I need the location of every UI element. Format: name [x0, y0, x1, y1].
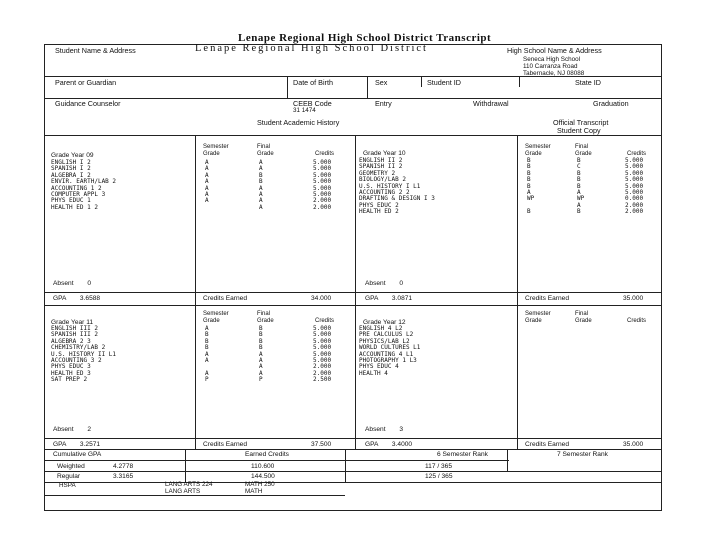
official-label: Official Transcript [553, 118, 609, 127]
course-name: GEOMETRY 2 [359, 169, 396, 177]
sem-grade [205, 205, 209, 211]
credit-value: 2.000 [313, 369, 332, 377]
year-10-sem [527, 158, 534, 216]
sem-grade: A [205, 178, 209, 186]
absent-label: Absent [53, 280, 74, 287]
course-name: ACCOUNTING 4 L1 [359, 350, 414, 358]
sem-grade: A [205, 171, 209, 179]
year-12-label: Grade Year 12 [363, 319, 406, 326]
credit-value: 5.000 [313, 356, 332, 364]
course-name: ENGLISH III 2 [51, 325, 98, 332]
final-grade: A [259, 190, 263, 198]
sem-grade: A [205, 350, 209, 358]
hspa-lang-arts-1: LANG ARTS 224 [165, 481, 213, 488]
sem-grade: A [205, 190, 209, 198]
credits-header: Credits [315, 318, 335, 324]
year-10-final [577, 158, 584, 216]
final-grade: A [259, 203, 263, 211]
course-name: ALGEBRA 2 3 [51, 337, 91, 345]
year-09-absent: 0 [87, 280, 92, 287]
year-09-final [259, 160, 263, 211]
sem-grade: WP [527, 195, 535, 203]
year-12-absent: 3 [399, 426, 404, 433]
sem-grade: P [205, 376, 209, 384]
final-grade: A [259, 197, 263, 205]
sem-grade: B [527, 176, 531, 184]
sem-grade: A [205, 184, 209, 192]
course-name: ENGLISH II 2 [359, 157, 403, 164]
entry-label: Entry [375, 99, 392, 108]
year-11-sem [205, 326, 209, 384]
credit-value: 5.000 [313, 159, 332, 166]
history-label: Student Academic History [257, 118, 340, 127]
regular-gpa: 3.3165 [113, 473, 134, 480]
year-11-courses [51, 326, 116, 384]
course-name: PHYS EDUC 3 [51, 363, 91, 371]
page-title: Lenape Regional High School District Transcript [238, 32, 492, 44]
sem-grade: A [205, 325, 209, 332]
sem-grade: B [527, 163, 531, 171]
gpa-label: GPA [365, 441, 379, 448]
sixth-semester-rank-label: 6 Semester Rank [437, 451, 488, 458]
credit-value: 5.000 [313, 165, 332, 173]
course-name: U.S. HISTORY II L1 [51, 350, 117, 358]
credit-value: 5.000 [625, 157, 644, 164]
sem-grade: A [205, 159, 209, 166]
year-12-courses [359, 326, 420, 377]
graduation-label: Graduation [593, 99, 629, 108]
year-10-gpa: 3.0871 [391, 295, 413, 302]
regular-label: Regular [57, 473, 81, 480]
credit-value: 5.000 [313, 171, 332, 179]
final-grade: A [259, 369, 263, 377]
year-12-credits-earned: 35.000 [623, 441, 644, 448]
ceeb-label: CEEB Code [293, 99, 332, 108]
final-grade: B [259, 178, 263, 186]
gpa-label: GPA [53, 295, 67, 302]
semester-header: Semester [525, 144, 551, 150]
credits-header: Credits [627, 318, 647, 324]
course-name: HEALTH ED 3 [51, 369, 91, 377]
sem-grade: B [205, 331, 209, 339]
year-09-credits-earned: 34.000 [311, 295, 332, 302]
school-street: 110 Carranza Road [523, 63, 578, 70]
semester-header: Semester [525, 311, 551, 317]
weighted-credits: 110.600 [251, 463, 275, 470]
hspa-math-2: MATH [245, 488, 263, 495]
sem-grade: A [205, 369, 209, 377]
sem-grade: A [205, 165, 209, 173]
sem-grade: B [527, 182, 531, 190]
credit-value: 2.000 [313, 203, 332, 211]
final-grade: B [259, 171, 263, 179]
semester-grade-header: Grade [525, 150, 542, 157]
credits-earned-label: Credits Earned [203, 295, 247, 302]
withdrawal-label: Withdrawal [473, 99, 509, 108]
semester-header: Semester [203, 144, 229, 150]
absent-label: Absent [365, 280, 386, 287]
course-name: PRE CALCULUS L2 [359, 331, 414, 339]
credit-value: 5.000 [313, 350, 332, 358]
credits-earned-label: Credits Earned [525, 295, 569, 302]
credit-value: 5.000 [313, 337, 332, 345]
weighted-gpa: 4.2778 [113, 463, 134, 470]
credit-value: 5.000 [625, 182, 644, 190]
credit-value: 0.000 [625, 195, 644, 203]
final-grade: A [259, 363, 263, 371]
counselor-label: Guidance Counselor [55, 99, 121, 108]
credit-value: 5.000 [313, 184, 332, 192]
absent-label: Absent [53, 426, 74, 433]
course-name: PHYSICS/LAB L2 [359, 337, 410, 345]
final-grade: B [577, 182, 581, 190]
year-09-courses [51, 160, 116, 211]
year-10-courses [359, 158, 435, 216]
sem-grade: B [205, 344, 209, 352]
credit-value: 2.000 [313, 363, 332, 371]
final-header: Final [575, 144, 589, 150]
year-09-credits [313, 160, 331, 211]
final-grade: A [259, 159, 263, 166]
final-grade: B [259, 325, 263, 332]
credits-header: Credits [315, 151, 335, 157]
final-grade: B [577, 208, 581, 216]
final-grade: B [577, 157, 581, 164]
credit-value: 5.000 [313, 344, 332, 352]
year-09-gpa: 3.6588 [79, 295, 101, 302]
credit-value: 5.000 [625, 188, 644, 196]
final-header: Final [575, 311, 589, 317]
final-grade: A [577, 201, 581, 209]
transcript-sheet [44, 44, 662, 511]
gpa-label: GPA [365, 295, 379, 302]
credits-header: Credits [627, 151, 647, 157]
semester-grade-header: Grade [203, 150, 220, 157]
cumulative-gpa-label: Cumulative GPA [53, 451, 102, 458]
year-12-gpa: 3.4000 [391, 441, 413, 448]
final-grade: WP [577, 195, 585, 203]
course-name: ACCOUNTING 1 2 [51, 184, 102, 192]
final-grade: A [259, 165, 263, 173]
year-10-credits-earned: 35.000 [623, 295, 644, 302]
credit-value: 2.000 [313, 197, 332, 205]
semester-grade-header: Grade [525, 317, 542, 324]
year-09-sem [205, 160, 209, 211]
copy-label: Student Copy [557, 126, 601, 135]
credit-value: 5.000 [313, 190, 332, 198]
final-grade: A [259, 184, 263, 192]
final-grade: B [259, 344, 263, 352]
sem-grade: A [205, 197, 209, 205]
gpa-label: GPA [53, 441, 67, 448]
school-city: Tabernacle, NJ 08088 [523, 70, 585, 77]
credit-value: 2.000 [625, 201, 644, 209]
course-name: PHOTOGRAPHY 1 L3 [359, 356, 417, 364]
semester-header: Semester [203, 311, 229, 317]
credit-value: 5.000 [313, 331, 332, 339]
year-11-absent: 2 [87, 426, 92, 433]
credits-earned-label: Credits Earned [203, 441, 247, 448]
year-11-credits [313, 326, 331, 384]
sex-label: Sex [375, 78, 388, 87]
course-name: U.S. HISTORY I L1 [359, 182, 421, 190]
hspa-lang-arts-2: LANG ARTS [165, 488, 201, 495]
student-id-label: Student ID [427, 78, 461, 87]
course-name: SAT PREP 2 [51, 376, 88, 384]
year-10-absent: 0 [399, 280, 404, 287]
regular-credits: 144.500 [251, 473, 275, 480]
final-grade: B [577, 169, 581, 177]
school-name-label: High School Name & Address [507, 46, 602, 55]
final-grade: B [259, 331, 263, 339]
final-header: Final [257, 144, 271, 150]
course-name: COMPUTER APPL 3 [51, 190, 106, 198]
final-grade: B [259, 337, 263, 345]
credit-value: 5.000 [625, 163, 644, 171]
credit-value: 2.000 [625, 208, 644, 216]
final-grade-header: Grade [575, 317, 592, 324]
course-name: BIOLOGY/LAB 2 [359, 176, 406, 184]
year-10-credits [625, 158, 643, 216]
year-11-label: Grade Year 11 [51, 319, 94, 326]
final-grade-header: Grade [257, 150, 274, 157]
final-grade: B [577, 176, 581, 184]
course-name: DRAFTING & DESIGN I 3 [359, 195, 435, 203]
absent-label: Absent [365, 426, 386, 433]
course-name: PHYS EDUC 4 [359, 363, 399, 371]
hspa-label: HSPA [59, 482, 76, 489]
credit-value: 2.500 [313, 376, 332, 384]
course-name: WORLD CULTURES L1 [359, 344, 421, 352]
course-name: ACCOUNTING 2 2 [359, 188, 410, 196]
course-name: HEALTH 4 [359, 369, 388, 377]
parent-label: Parent or Guardian [55, 78, 117, 87]
final-grade: P [259, 376, 263, 384]
course-name: ACCOUNTING 3 2 [51, 356, 102, 364]
sem-grade: B [527, 157, 531, 164]
course-name: ENGLISH I 2 [51, 159, 91, 166]
credit-value: 5.000 [625, 176, 644, 184]
semester-grade-header: Grade [203, 317, 220, 324]
course-name: ENVIR. EARTH/LAB 2 [51, 178, 117, 186]
sem-grade: B [527, 169, 531, 177]
course-name: SPANISH II 2 [359, 163, 403, 171]
final-grade-header: Grade [257, 317, 274, 324]
final-grade: A [259, 350, 263, 358]
state-id-label: State ID [575, 78, 601, 87]
seventh-semester-rank-label: 7 Semester Rank [557, 451, 608, 458]
year-09-label: Grade Year 09 [51, 152, 94, 159]
course-name: ALGEBRA I 2 [51, 171, 91, 179]
credit-value: 5.000 [625, 169, 644, 177]
course-name: PHYS EDUC 1 [51, 197, 91, 205]
final-grade: C [577, 163, 581, 171]
sem-grade: A [527, 188, 531, 196]
sem-grade: B [527, 208, 531, 216]
final-grade: A [577, 188, 581, 196]
year-11-credits-earned: 37.500 [311, 441, 332, 448]
course-name: ENGLISH 4 L2 [359, 325, 403, 332]
weighted-label: Weighted [57, 463, 85, 470]
sem-grade: A [205, 356, 209, 364]
year-11-gpa: 3.2571 [79, 441, 101, 448]
course-name: PHYS EDUC 2 [359, 201, 399, 209]
sem-grade: B [205, 337, 209, 345]
regular-rank: 125 / 365 [425, 473, 453, 480]
dob-label: Date of Birth [293, 78, 333, 87]
earned-credits-label: Earned Credits [245, 451, 289, 458]
credit-value: 5.000 [313, 325, 332, 332]
course-name: HEALTH ED 1 2 [51, 203, 98, 211]
year-11-final [259, 326, 263, 384]
course-name: HEALTH ED 2 [359, 208, 399, 216]
course-name: CHEMISTRY/LAB 2 [51, 344, 106, 352]
weighted-rank: 117 / 365 [425, 463, 453, 470]
final-grade-header: Grade [575, 150, 592, 157]
credits-earned-label: Credits Earned [525, 441, 569, 448]
hspa-math-1: MATH 250 [245, 481, 275, 488]
ceeb-value: 31 1474 [293, 107, 316, 114]
course-name: SPANISH III 2 [51, 331, 98, 339]
school-name: Seneca High School [523, 56, 581, 63]
final-header: Final [257, 311, 271, 317]
credit-value: 5.000 [313, 178, 332, 186]
student-name-label: Student Name & Address [55, 46, 136, 55]
course-name: SPANISH I 2 [51, 165, 91, 173]
final-grade: A [259, 356, 263, 364]
district-name: Lenape Regional High School District [195, 43, 428, 54]
year-10-label: Grade Year 10 [363, 150, 406, 157]
